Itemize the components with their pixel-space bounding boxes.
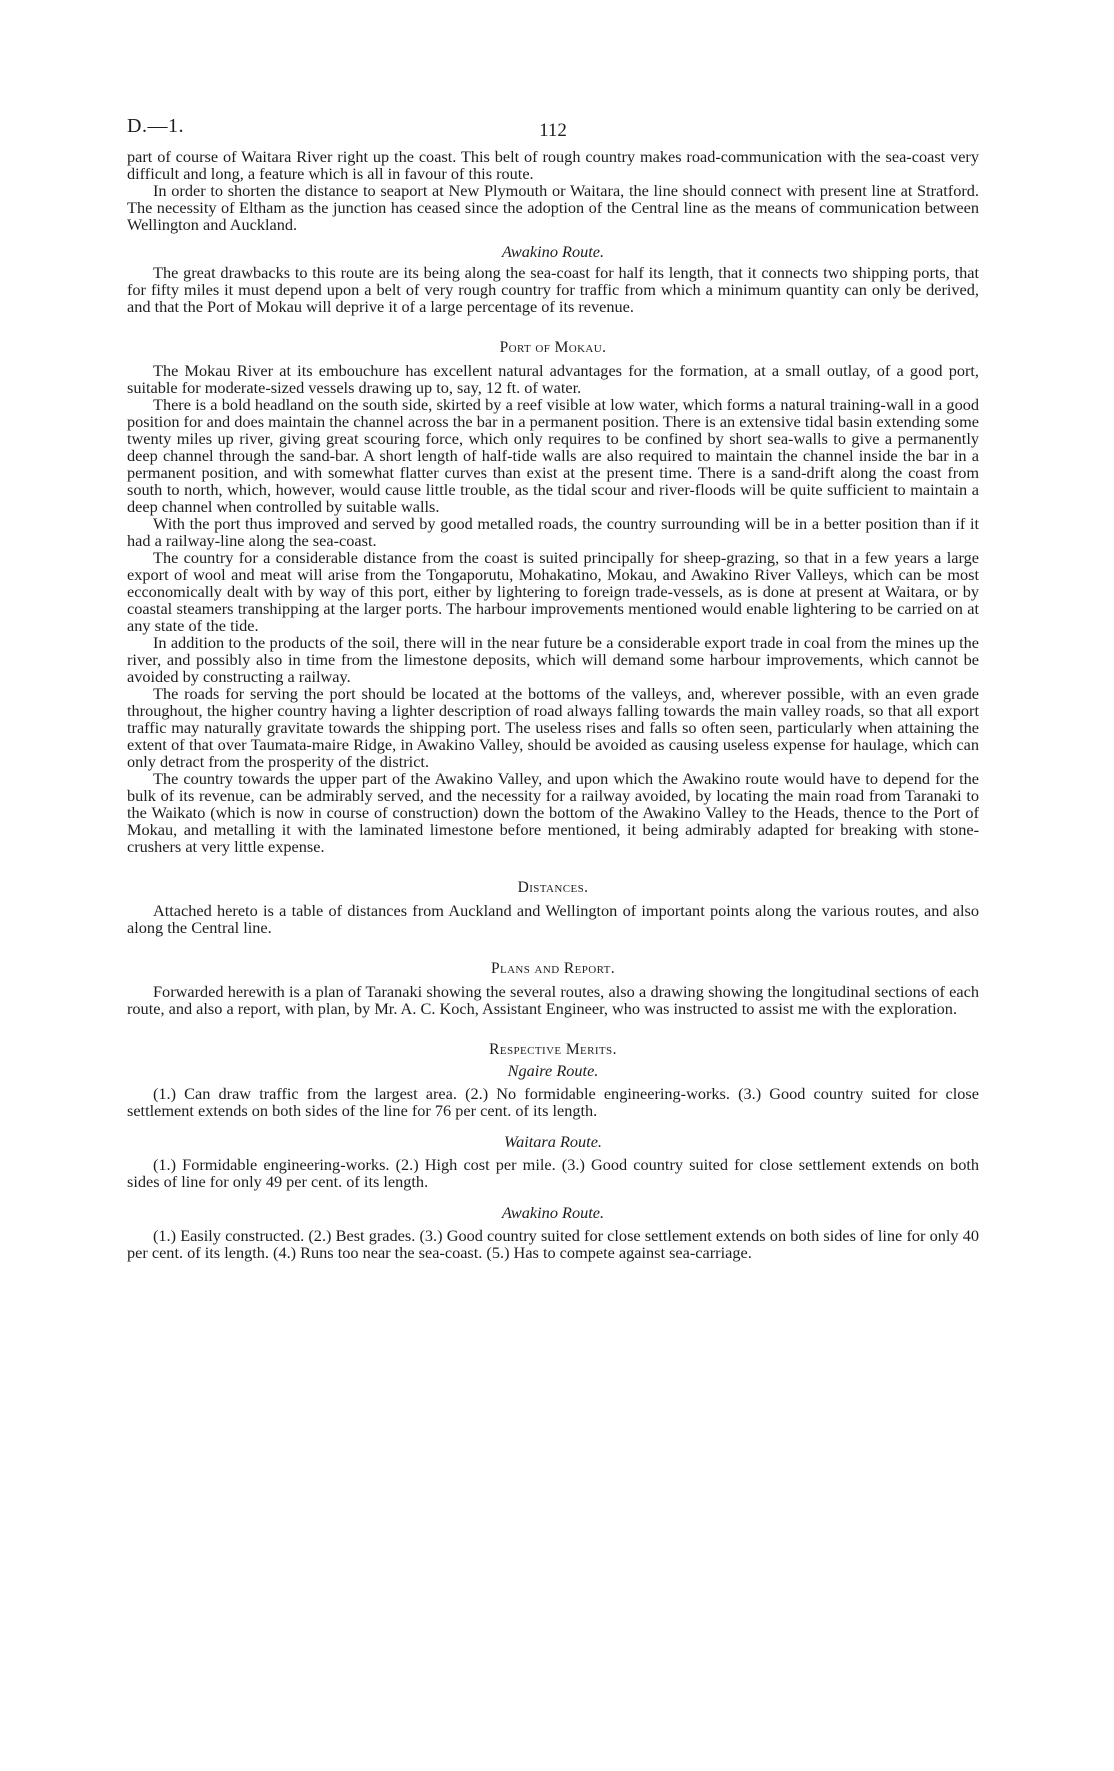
mokau-paragraph-3: With the port thus improved and served by good metalled roads, the country surrounding will be in a better position than if it had a railway-line along the sea-coast. — [127, 514, 979, 550]
plans-and-report-heading: Plans and Report. — [490, 960, 616, 977]
mokau-paragraph-4: The country for a considerable distance from the coast is suited principally for sheep-grazing, so that in a few years a large export of wool and meat will arise from the Tongaporutu, Mohakatino, Mokau, and Awakino River Valleys, which can be most ecconomically dealt with by way of this port, either by lightering to foreign trade-vessels, as is done at present at Waitara, or by coastal steamers transhipping at the larger ports. The harbour improvements mentioned would enable lightering to be carried on at any state of the tide. — [127, 548, 979, 635]
awakino-route-merits-heading: Awakino Route. — [501, 1203, 605, 1222]
document-page — [127, 108, 979, 1261]
port-of-mokau-heading: Port of Mokau. — [499, 339, 607, 356]
page-number: 112 — [539, 120, 567, 141]
respective-merits-heading: Respective Merits. — [489, 1041, 617, 1058]
awakino-route-heading: Awakino Route. — [501, 242, 605, 261]
awakino-route-paragraph: The great drawbacks to this route are its being along the sea-coast for half its length, that it connects two shipping ports, that for fifty miles it must depend upon a belt of very rough country for traffic from which a minimum quantity can only be derived, and that the Port of Mokau will deprive it of a large percentage of its revenue. — [127, 263, 979, 316]
ngaire-route-heading: Ngaire Route. — [507, 1061, 599, 1080]
mokau-paragraph-5: In addition to the products of the soil, there will in the near future be a considerable export trade in coal from the mines up the river, and possibly also in time from the limestone deposits, which will demand some harbour improvements, which cannot be avoided by constructing a railway. — [127, 633, 979, 686]
mokau-paragraph-2: There is a bold headland on the south side, skirted by a reef visible at low water, which forms a natural training-wall in a good position for and does maintain the channel across the bar in a permanent position. There is an extensive tidal basin extending some twenty miles up river, giving great scouring force, which only requires to be confined by short sea-walls to give a permanently deep channel through the sand-bar. A short length of half-tide walls are also required to maintain the channel inside the bar in a permanent position, and with somewhat flatter curves than exist at the present time. There is a sand-drift along the coast from south to north, which, however, would cause little trouble, as the tidal scour and river-floods will be quite sufficient to maintain a deep channel when controlled by suitable walls. — [127, 395, 979, 516]
mokau-paragraph-7: The country towards the upper part of the Awakino Valley, and upon which the Awakino route would have to depend for the bulk of its revenue, can be admirably served, and the necessity for a railway avoided, by locating the main road from Taranaki to the Waikato (which is now in course of construction) down the bottom of the Awakino Valley to the Heads, thence to the Port of Mokau, and metalling it with the laminated limestone before mentioned, it being admirably adapted for breaking with stone-crushers at very little expense. — [127, 769, 979, 856]
document-reference: D.—1. — [127, 115, 184, 137]
intro-paragraph-2: In order to shorten the distance to seaport at New Plymouth or Waitara, the line should connect with present line at Stratford. The necessity of Eltham as the junction has ceased since the adoption of the Central line as the means of communication between Wellington and Auckland. — [127, 181, 979, 234]
mokau-paragraph-1: The Mokau River at its embouchure has excellent natural advantages for the formation, at a small outlay, of a good port, suitable for moderate-sized vessels drawing up to, say, 12 ft. of water. — [127, 361, 979, 397]
waitara-route-merits: (1.) Formidable engineering-works. (2.) High cost per mile. (3.) Good country suited for close settlement extends on both sides of line for only 49 per cent. of its length. — [127, 1155, 979, 1191]
awakino-route-merits: (1.) Easily constructed. (2.) Best grades. (3.) Good country suited for close settlement extends on both sides of line for only 40 per cent. of its length. (4.) Runs too near the sea-coast. (5.) Has to compete against sea-carriage. — [127, 1226, 979, 1262]
intro-paragraph-1: part of course of Waitara River right up the coast. This belt of rough country makes road-communication with the sea-coast very difficult and long, a feature which is all in favour of this route. — [127, 147, 979, 183]
plans-and-report-paragraph: Forwarded herewith is a plan of Taranaki showing the several routes, also a drawing showing the longitudinal sections of each route, and also a report, with plan, by Mr. A. C. Koch, Assistant Engineer, who was instructed to assist me with the exploration. — [127, 982, 979, 1018]
ngaire-route-merits: (1.) Can draw traffic from the largest area. (2.) No formidable engineering-works. (3.) Good country suited for close settlement extends on both sides of the line for 76 per cent. of its length. — [127, 1084, 979, 1120]
distances-paragraph: Attached hereto is a table of distances from Auckland and Wellington of important points along the various routes, and also along the Central line. — [127, 901, 979, 937]
distances-heading: Distances. — [517, 879, 589, 896]
page-header — [127, 108, 979, 142]
waitara-route-heading: Waitara Route. — [504, 1132, 602, 1151]
mokau-paragraph-6: The roads for serving the port should be located at the bottoms of the valleys, and, wherever possible, with an even grade throughout, the higher country having a lighter description of road always falling towards the main valley roads, so that all export traffic may naturally gravitate towards the shipping port. The useless rises and falls so often seen, particularly when attaining the extent of that over Taumata-maire Ridge, in Awakino Valley, should be avoided as causing useless expense for haulage, which can only detract from the prosperity of the district. — [127, 684, 979, 771]
